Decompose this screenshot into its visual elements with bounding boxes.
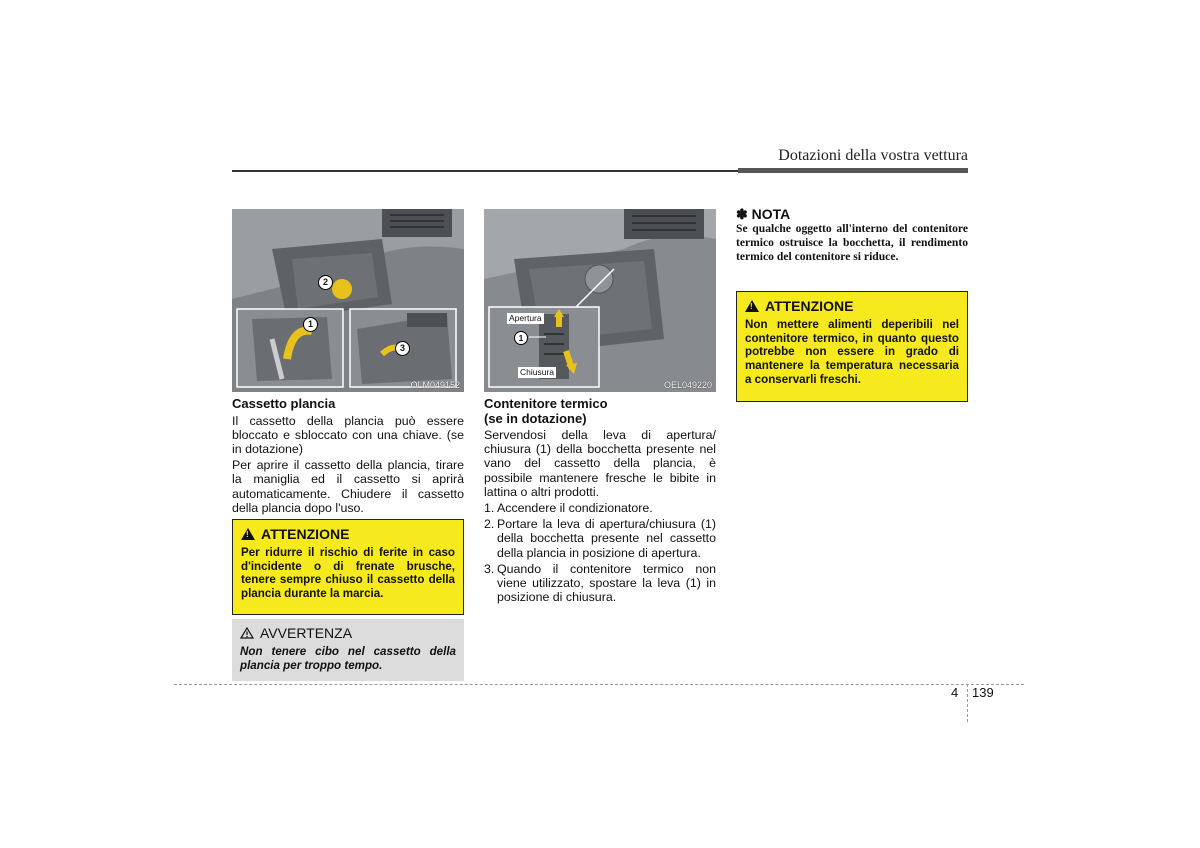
label-apertura: Apertura bbox=[509, 313, 542, 323]
note-section bbox=[736, 207, 968, 263]
list-item: 3. Quando il contenitore termico non viene utilizzato, spostare la leva (1) in posizione di chiusura. bbox=[484, 561, 716, 605]
warning-text: Non mettere alimenti deperibili nel contenitore termico, in quanto questo potrebbe non essere in grado di mantenere la temperatura necessaria a conservarli freschi. bbox=[745, 318, 959, 386]
cooling-box-para1: Servendosi della leva di apertura/ chiusura (1) della bocchetta presente nel vano del cassetto della plancia, è possibile mantenere fresche le bibite in lattina o altri prodotti. bbox=[484, 428, 716, 499]
figure-code: OLM049152 bbox=[410, 380, 460, 390]
caution-triangle-icon bbox=[240, 627, 254, 639]
caution-title: AVVERTENZA bbox=[260, 625, 353, 641]
warning-title: ATTENZIONE bbox=[261, 526, 350, 542]
footer-rule bbox=[174, 684, 1024, 685]
note-title: ✽ NOTA bbox=[736, 206, 791, 222]
cooling-box-warning bbox=[736, 291, 968, 402]
footer-divider bbox=[967, 684, 968, 722]
glovebox-illustration bbox=[232, 209, 464, 392]
callout-3: 3 bbox=[395, 341, 410, 356]
cooling-box-heading: Contenitore termico bbox=[484, 396, 608, 411]
cooling-box-subheading: (se in dotazione) bbox=[484, 410, 587, 426]
glovebox-para1: Il cassetto della plancia può essere bloccato e sbloccato con una chiave. (se in dotazione) bbox=[232, 413, 464, 456]
cooling-box-photo bbox=[484, 209, 716, 392]
warning-triangle-icon bbox=[745, 300, 759, 312]
list-item: 2. Portare la leva di apertura/chiusura (1) della bocchetta presente nel cassetto della plancia in posizione di apertura. bbox=[484, 517, 716, 560]
callout-1: 1 bbox=[514, 331, 528, 345]
figure-code: OEL049220 bbox=[663, 380, 712, 390]
cooling-box-section bbox=[484, 397, 716, 604]
warning-title: ATTENZIONE bbox=[765, 298, 854, 314]
glovebox-warning bbox=[232, 519, 464, 615]
glovebox-section bbox=[232, 397, 464, 515]
callout-1: 1 bbox=[303, 317, 318, 332]
caution-text: Non tenere cibo nel cassetto della plancia per troppo tempo. bbox=[240, 645, 456, 672]
header-rule-accent bbox=[738, 168, 968, 173]
glovebox-caution bbox=[232, 619, 464, 681]
chapter-number: 4 bbox=[951, 685, 959, 700]
cooling-box-illustration bbox=[484, 209, 716, 392]
warning-text: Per ridurre il rischio di ferite in caso d'incidente o di frenate brusche, tenere sempre chiuso il cassetto della plancia durante la marcia. bbox=[241, 546, 455, 601]
page-number: 139 bbox=[972, 685, 994, 700]
glovebox-photo bbox=[232, 209, 464, 392]
label-chiusura: Chiusura bbox=[520, 367, 555, 377]
glovebox-heading: Cassetto plancia bbox=[232, 396, 336, 411]
warning-triangle-icon bbox=[241, 528, 255, 540]
note-text: Se qualche oggetto all'interno del contenitore termico ostruisce la bocchetta, il rendimento termico del contenitore si riduce. bbox=[736, 222, 968, 263]
glovebox-para2: Per aprire il cassetto della plancia, tirare la maniglia ed il cassetto si aprirà automaticamente. Chiudere il cassetto della plancia dopo l'uso. bbox=[232, 458, 464, 515]
list-item: 1. Accendere il condizionatore. bbox=[484, 501, 653, 516]
callout-2: 2 bbox=[318, 275, 333, 290]
running-header: Dotazioni della vostra vettura bbox=[778, 147, 968, 164]
